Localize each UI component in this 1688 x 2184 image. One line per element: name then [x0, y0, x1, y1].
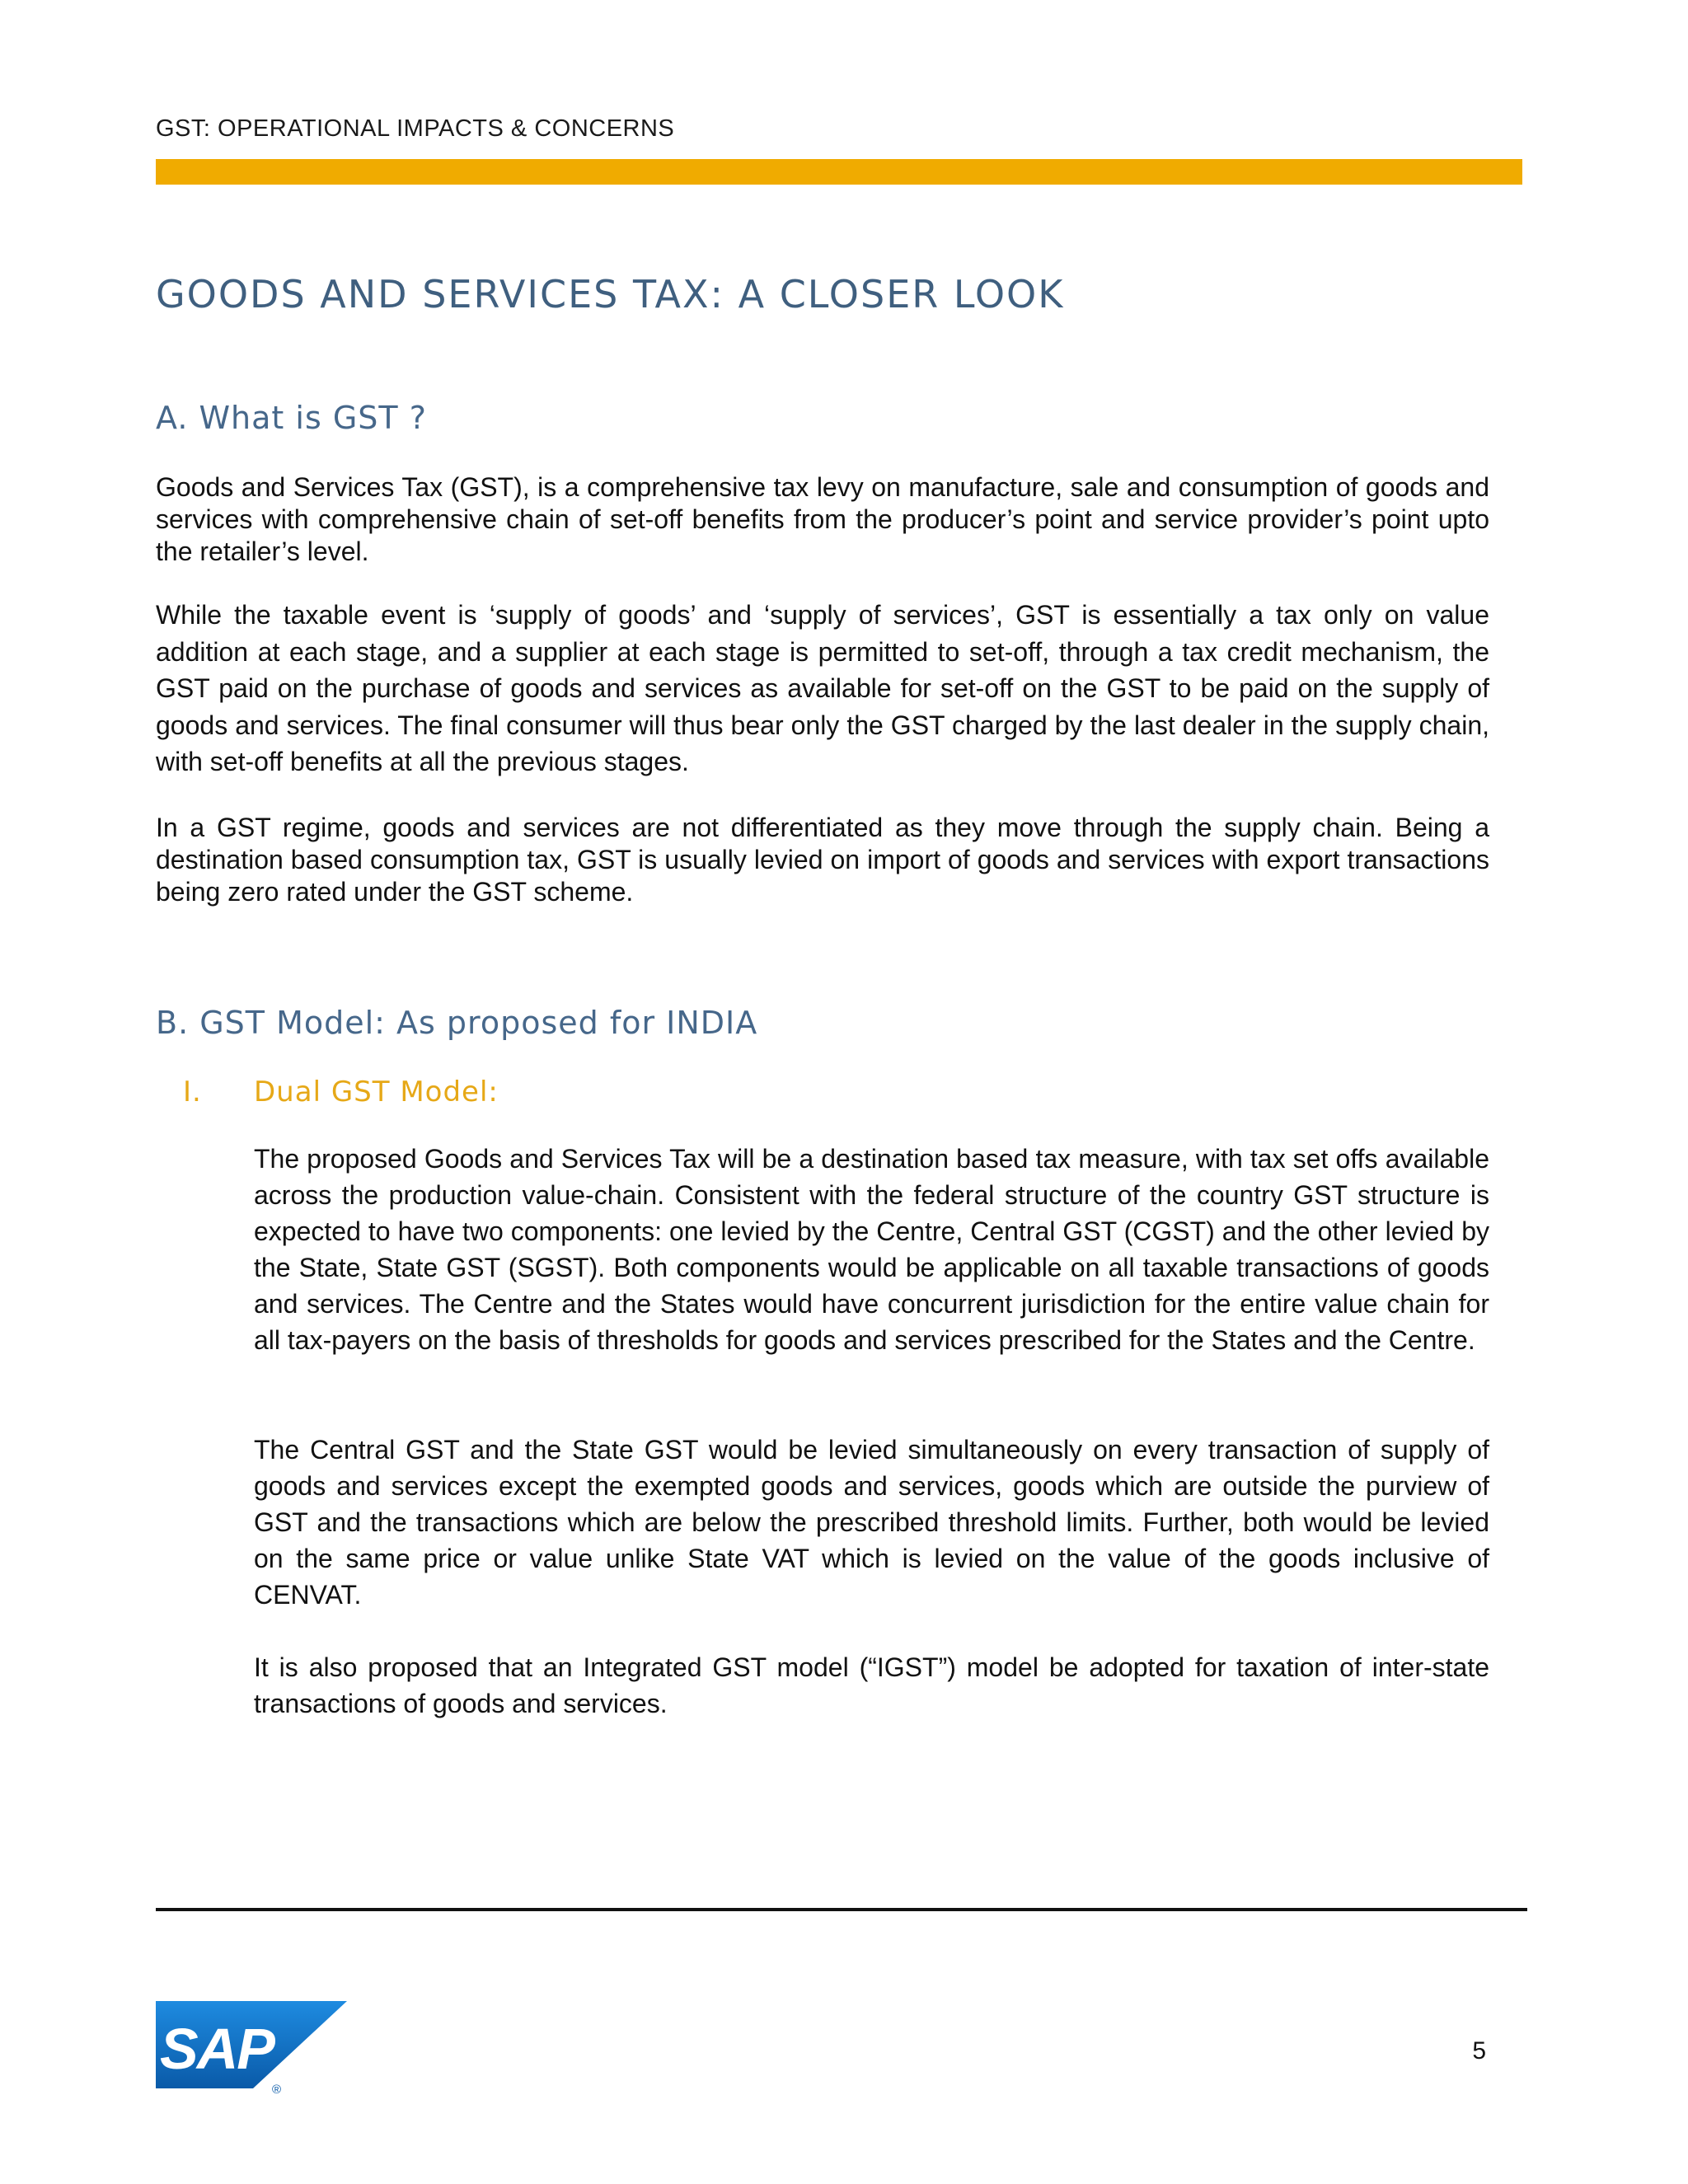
- section-a-paragraph: In a GST regime, goods and services are not differentiated as they move through the supply chain. Being a destination based consumption tax, GST is usually levied on import of goods and services with export transactions being zero rated under the GST scheme.: [156, 813, 1489, 907]
- subsection-number: I.: [183, 1076, 202, 1108]
- logo-wordmark: SAP: [160, 2017, 274, 2081]
- header-accent-bar: [156, 159, 1522, 185]
- section-b-heading: B. GST Model: As proposed for INDIA: [156, 1005, 758, 1041]
- page-number: 5: [1472, 2037, 1486, 2064]
- page-title: GOODS AND SERVICES TAX: A CLOSER LOOK: [156, 272, 1065, 316]
- footer-rule: [156, 1908, 1527, 1911]
- section-b-paragraph: The proposed Goods and Services Tax will be a destination based tax measure, with tax set offs available across the production value-chain. Consistent with the federal structure of the country GST structure is expected to have two components: one levied by the Centre, Central GST (CGST) and the other levied by the State, State GST (SGST). Both components would be applicable on all taxable transactions of goods and services. The Centre and the States would have concurrent jurisdiction for the entire value chain for all tax-payers on the basis of thresholds for goods and services prescribed for the States and the Centre.: [254, 1144, 1489, 1355]
- section-b-paragraph: The Central GST and the State GST would be levied simultaneously on every transaction of supply of goods and services except the exempted goods and services, goods which are outside the purview of GST and the transactions which are below the prescribed threshold limits. Further, both would be levied on the same price or value unlike State VAT which is levied on the value of the goods inclusive of CENVAT.: [254, 1435, 1489, 1610]
- section-a-paragraph: While the taxable event is ‘supply of goods’ and ‘supply of services’, GST is essentially a tax only on value addition at each stage, and a supplier at each stage is permitted to set-off, through a tax credit mechanism, the GST paid on the purchase of goods and services as available for set-off on the GST to be paid on the supply of goods and services. The final consumer will thus bear only the GST charged by the last dealer in the supply chain, with set-off benefits at all the previous stages.: [156, 600, 1489, 776]
- running-header: GST: OPERATIONAL IMPACTS & CONCERNS: [156, 115, 675, 142]
- section-a-paragraph: Goods and Services Tax (GST), is a comprehensive tax levy on manufacture, sale and consumption of goods and services with comprehensive chain of set-off benefits from the producer’s point and service provider’s point upto the retailer’s level.: [156, 472, 1489, 566]
- section-a-heading: A. What is GST ?: [156, 400, 427, 436]
- subsection-title: Dual GST Model:: [254, 1076, 499, 1108]
- section-b-paragraph: It is also proposed that an Integrated GST model (“IGST”) model be adopted for taxation of inter-state transactions of goods and services.: [254, 1652, 1489, 1718]
- sap-logo: [156, 2001, 347, 2095]
- registered-mark: ®: [272, 2083, 282, 2095]
